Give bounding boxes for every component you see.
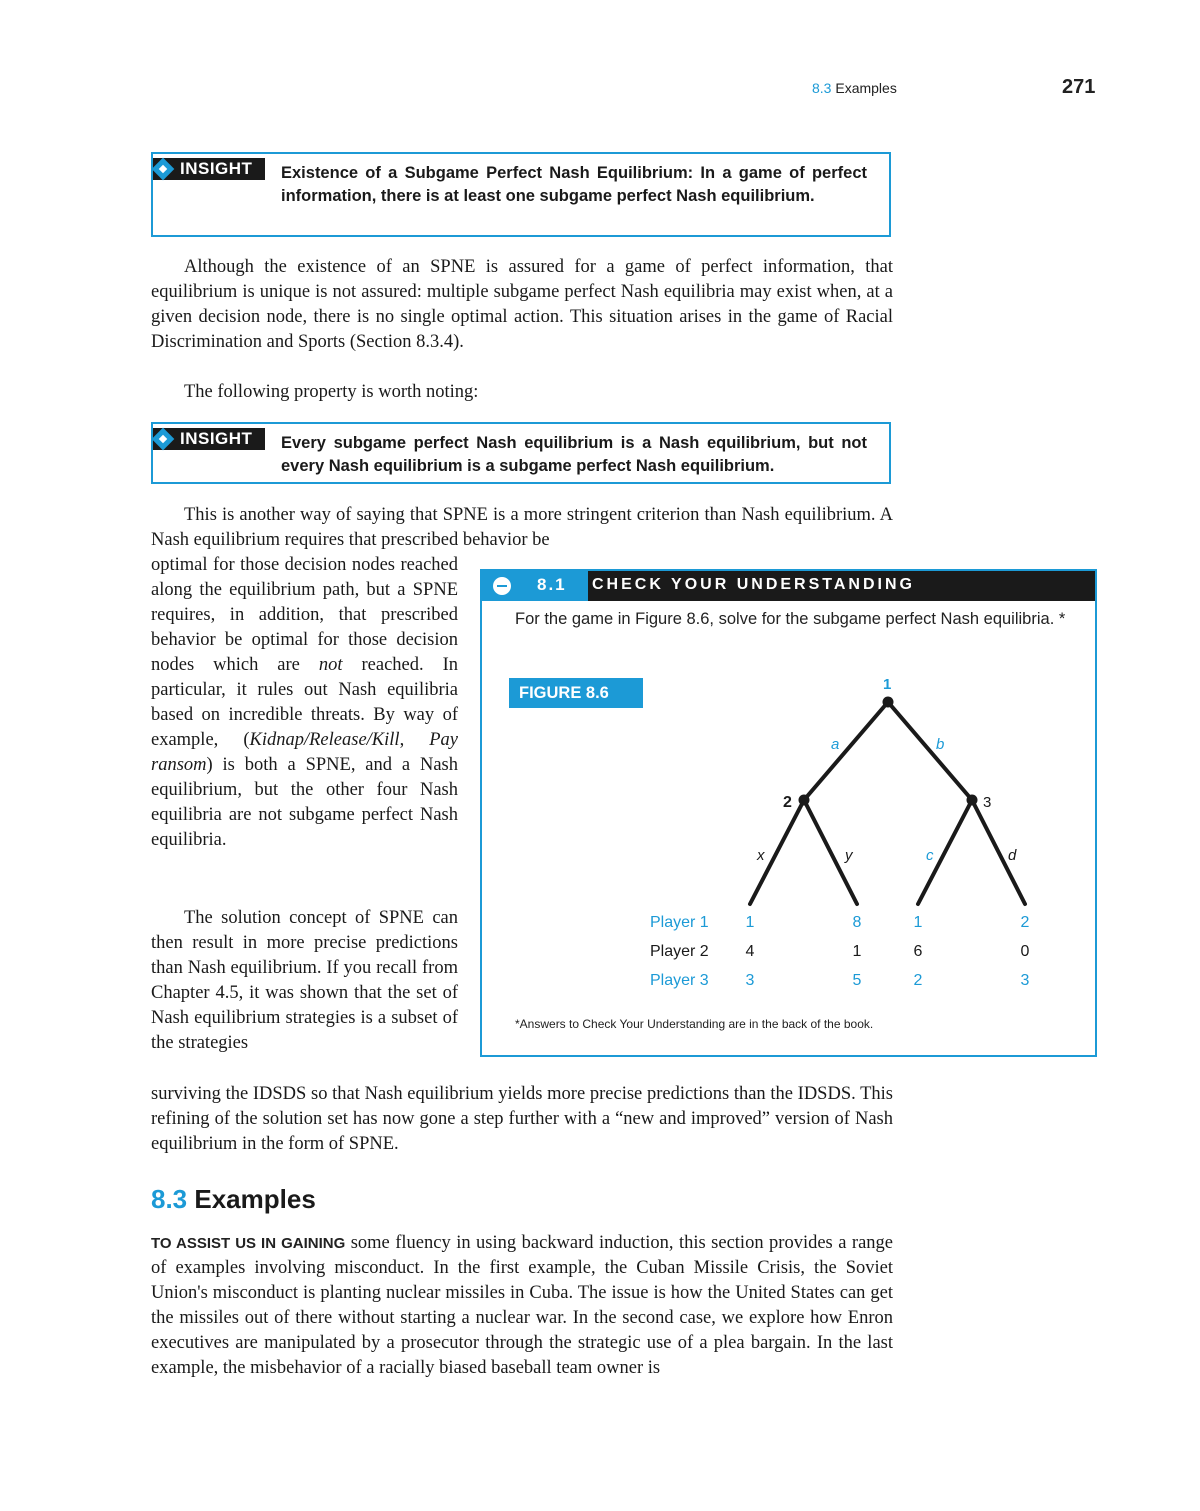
node-label-3: 3 xyxy=(983,794,992,811)
payoff: 0 xyxy=(1020,943,1030,960)
game-tree xyxy=(482,571,1095,1011)
insight-text: Existence of a Subgame Perfect Nash Equilibrium: In a game of perfect information, there is at least one subgame perfect Nash equilibrium. xyxy=(281,164,867,205)
diamond-icon xyxy=(152,158,175,181)
payoff: 8 xyxy=(852,914,862,931)
running-head-number: 8.3 xyxy=(812,80,832,96)
text-run: reached. In particular, it rules out Nash equilibria based on incredible threats. By way of example, ( xyxy=(151,655,458,750)
paragraph: The following property is worth noting: xyxy=(184,382,479,402)
paragraph-narrow: The solution concept of SPNE can then result in more precise predictions than Nash equilibrium. If you recall from Chapter 4.5, it was shown that the set of Nash equilibrium strategies is a subset of the strategies xyxy=(151,908,458,1053)
player-label-3: Player 3 xyxy=(650,972,709,989)
insight-tag-label: INSIGHT xyxy=(180,429,253,448)
insight-text: Every subgame perfect Nash equilibrium is a Nash equilibrium, but not every Nash equilibrium is a subgame perfect Nash equilibrium. xyxy=(281,434,867,475)
payoff: 6 xyxy=(913,943,923,960)
paragraph-narrow xyxy=(151,553,458,853)
insight-box-spne-nash xyxy=(151,422,891,484)
decision-node-2 xyxy=(799,795,810,806)
check-number: 8.1 xyxy=(537,575,567,594)
action-label-a: a xyxy=(831,736,840,753)
running-head-label: Examples xyxy=(831,80,897,96)
player-label-1: Player 1 xyxy=(650,914,709,931)
action-label-c: c xyxy=(926,847,934,864)
paragraph: Although the existence of an SPNE is assured for a game of perfect information, that equilibrium is unique is not assured: multiple subgame perfect Nash equilibria may exist when, at a given decision node, there is no single optimal action. This situation arises in the game of Racial Discrimination and Sports (Section 8.3.4). xyxy=(151,257,893,352)
text-run-italic: Kidnap/Release/Kill xyxy=(249,730,400,750)
diamond-icon xyxy=(152,428,175,451)
node-label-2: 2 xyxy=(783,794,792,811)
insight-tag-label: INSIGHT xyxy=(180,159,253,178)
payoff: 4 xyxy=(745,943,755,960)
branch-b xyxy=(888,702,972,800)
payoff: 1 xyxy=(745,914,755,931)
branch-d xyxy=(972,800,1025,904)
payoff: 3 xyxy=(1020,972,1030,989)
section-number: 8.3 xyxy=(151,1184,188,1214)
text-run: optimal for those decision nodes reached along the equilibrium path, but a SPNE requires, in addition, that prescribed behavior be optimal for those decision nodes which are xyxy=(151,555,458,675)
text-run-italic: not xyxy=(318,655,343,675)
page-number: 271 xyxy=(1062,76,1096,98)
action-label-d: d xyxy=(1008,847,1017,864)
decision-node-1 xyxy=(883,697,894,708)
decision-node-3 xyxy=(967,795,978,806)
insight-tag xyxy=(153,428,265,450)
lead-in-caps: TO ASSIST US IN GAINING xyxy=(151,1235,346,1252)
running-head xyxy=(812,80,897,96)
paragraph xyxy=(151,1231,893,1381)
check-footnote: *Answers to Check Your Understanding are in the back of the book. xyxy=(515,1017,874,1031)
action-label-b: b xyxy=(936,736,945,753)
action-label-x: x xyxy=(757,847,765,864)
figure-label: FIGURE 8.6 xyxy=(509,678,643,708)
payoff: 1 xyxy=(913,914,923,931)
text-run-italic: Pay ransom xyxy=(151,730,459,775)
branch-a xyxy=(804,702,888,800)
paragraph: This is another way of saying that SPNE is a more stringent criterion than Nash equilibrium. A Nash equilibrium requires that prescribed behavior be xyxy=(151,505,893,550)
check-your-understanding-box xyxy=(480,569,1097,1057)
payoff: 5 xyxy=(852,972,862,989)
text-run: ) is both a SPNE, and a Nash equilibrium, but the other four Nash equilibria are not subgame perfect Nash equilibria. xyxy=(151,755,458,850)
check-question: For the game in Figure 8.6, solve for the subgame perfect Nash equilibria. * xyxy=(515,610,1066,628)
payoff: 2 xyxy=(913,972,923,989)
insight-tag xyxy=(153,158,265,180)
payoff: 3 xyxy=(745,972,755,989)
payoff: 2 xyxy=(1020,914,1030,931)
payoff: 1 xyxy=(852,943,862,960)
section-heading xyxy=(151,1184,316,1215)
node-label-1: 1 xyxy=(883,676,892,693)
text-run: some fluency in using backward induction, this section provides a range of examples involving misconduct. In the first example, the Cuban Missile Crisis, the Soviet Union's misconduct is planting nuclear missiles in Cuba. The issue is how the United States can get the missiles out of there without starting a nuclear war. In the second case, we explore how Enron executives are manipulated by a prosecutor through the strategic use of a plea bargain. In the last example, the misbehavior of a racially biased baseball team owner is xyxy=(151,1233,893,1378)
paragraph: surviving the IDSDS so that Nash equilibrium yields more precise predictions than the IDSDS. This refining of the solution set has now gone a step further with a “new and improved” version of Nash equilibrium in the form of SPNE. xyxy=(151,1084,893,1154)
insight-box-existence xyxy=(151,152,891,237)
check-title: CHECK YOUR UNDERSTANDING xyxy=(592,576,915,593)
player-label-2: Player 2 xyxy=(650,943,709,960)
action-label-y: y xyxy=(845,847,853,864)
section-title: Examples xyxy=(187,1184,316,1214)
text-run: , xyxy=(399,730,430,750)
